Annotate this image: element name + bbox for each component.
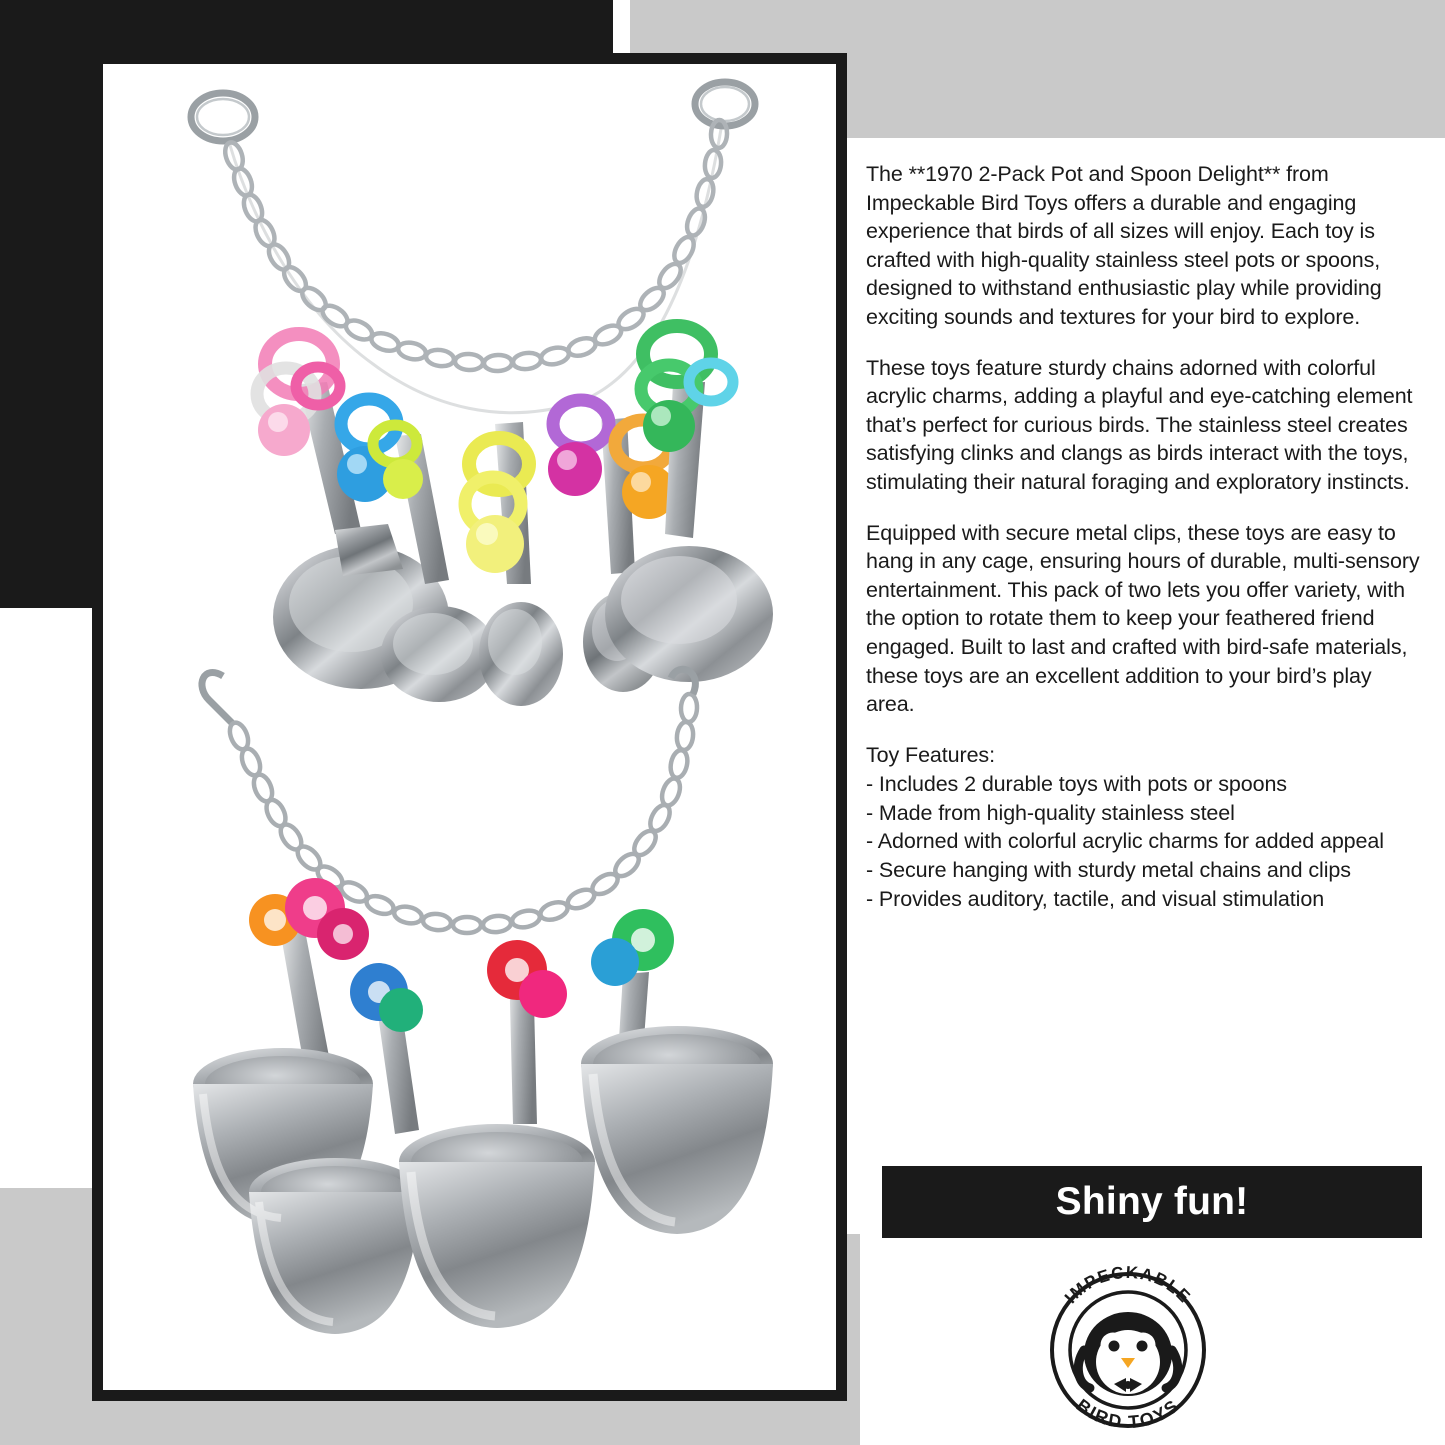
penguin-icon bbox=[1026, 1250, 1266, 1440]
product-photo bbox=[103, 64, 836, 1390]
svg-text:IMPECKABLE bbox=[1061, 1263, 1195, 1307]
logo-top-text: IMPECKABLE bbox=[1060, 1262, 1195, 1308]
description-paragraph-3: Equipped with secure metal clips, these toys are easy to hang in any cage, ensuring hours of durable, multi-sensory entertainment. This pack of two lets you offer variety, with the option to rotate them to keep your feathered friend engaged. Built to last and crafted with bird-safe materials, these toys are an excellent addition to your bird’s play area. bbox=[866, 520, 1420, 717]
features-heading: Toy Features: bbox=[866, 742, 995, 767]
product-description bbox=[866, 160, 1422, 913]
brand-logo bbox=[1026, 1250, 1266, 1440]
feature-item: - Made from high-quality stainless steel bbox=[866, 800, 1235, 825]
tagline-text: Shiny fun! bbox=[1055, 1180, 1249, 1223]
tagline-banner bbox=[882, 1166, 1422, 1238]
feature-item: - Adorned with colorful acrylic charms for added appeal bbox=[866, 829, 1384, 854]
description-paragraph-2: These toys feature sturdy chains adorned with colorful acrylic charms, adding a playful and eye-catching element that’s perfect for curious birds. The stainless steel creates satisfying clinks and clangs as birds interact with the toys, stimulating their natural foraging and exploratory instincts. bbox=[866, 355, 1413, 494]
toy-features-list bbox=[866, 741, 1422, 914]
feature-item: - Includes 2 durable toys with pots or spoons bbox=[866, 772, 1287, 797]
product-photo-illustration bbox=[103, 64, 836, 1390]
description-paragraph-1: The **1970 2-Pack Pot and Spoon Delight** from Impeckable Bird Toys offers a durable and engaging experience that birds of all sizes will enjoy. Each toy is crafted with high-quality stainless steel pots or spoons, designed to withstand enthusiastic play while providing exciting sounds and textures for your bird to explore. bbox=[866, 162, 1382, 329]
svg-text:BIRD TOYS bbox=[1073, 1395, 1184, 1432]
feature-item: - Provides auditory, tactile, and visual stimulation bbox=[866, 886, 1325, 911]
feature-item: - Secure hanging with sturdy metal chains and clips bbox=[866, 858, 1351, 883]
logo-bottom-text: BIRD TOYS bbox=[1072, 1394, 1184, 1433]
